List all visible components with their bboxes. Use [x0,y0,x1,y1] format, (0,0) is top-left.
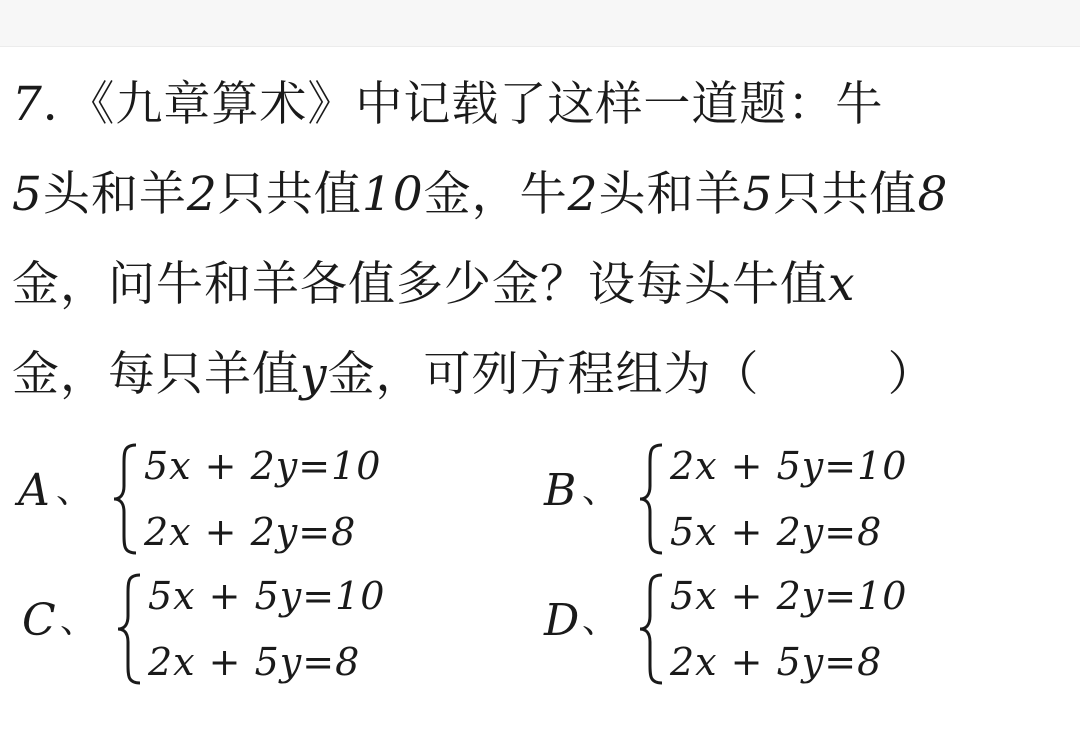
question-text [12,60,1072,420]
option-a[interactable] [18,438,498,558]
question-text-segment: 头和羊 [598,167,743,222]
question-number: 7 [12,77,43,132]
option-letter: D [544,595,580,646]
option-c[interactable] [22,568,502,688]
equation-1: 5x + 2y=10 [144,444,382,488]
question-variable: y [300,347,328,402]
question-number: 10 [361,167,424,222]
question-text-segment: 只共值 [217,167,362,222]
question-number: 2 [567,167,599,222]
question-text-segment: ．《九章算术》中记载了这样一道题：牛 [42,77,884,132]
question-line-1 [12,60,1072,150]
question-number: 8 [917,167,949,222]
option-letter: B [544,465,577,516]
option-d[interactable] [544,568,1024,688]
equation-1: 5x + 2y=10 [670,574,908,618]
question-variable: x [828,257,856,312]
option-letter: C [22,595,56,646]
question-number: 5 [12,167,43,222]
equation-2: 2x + 5y=8 [670,640,883,684]
equation-2: 5x + 2y=8 [670,510,883,554]
question-text-segment: ） [887,347,936,402]
brace-icon [114,572,146,686]
question-text-segment: 金，可列方程组为（ [327,347,760,402]
option-separator: 、 [582,470,619,511]
equation-2: 2x + 5y=8 [148,640,361,684]
brace-icon [636,572,668,686]
equation-1: 2x + 5y=10 [670,444,908,488]
question-number: 2 [186,167,218,222]
question-text-segment: 头和羊 [42,167,187,222]
option-separator: 、 [60,600,97,641]
question-text-segment: 只共值 [773,167,918,222]
question-line-3 [12,240,1072,330]
brace-icon [110,442,142,556]
brace-icon [636,442,668,556]
question-line-2 [12,150,1072,240]
option-b[interactable] [544,438,1024,558]
option-letter: A [18,465,50,516]
question-number: 5 [742,167,774,222]
equation-2: 2x + 2y=8 [144,510,357,554]
top-bar [0,0,1080,47]
option-separator: 、 [56,470,93,511]
equation-1: 5x + 5y=10 [148,574,386,618]
question-text-segment: 金，问牛和羊各值多少金？设每头牛值 [12,257,828,312]
question-line-4 [12,330,1072,420]
question-text-segment: 金，每只羊值 [12,347,300,402]
option-separator: 、 [582,600,619,641]
question-text-segment: 金，牛 [423,167,568,222]
